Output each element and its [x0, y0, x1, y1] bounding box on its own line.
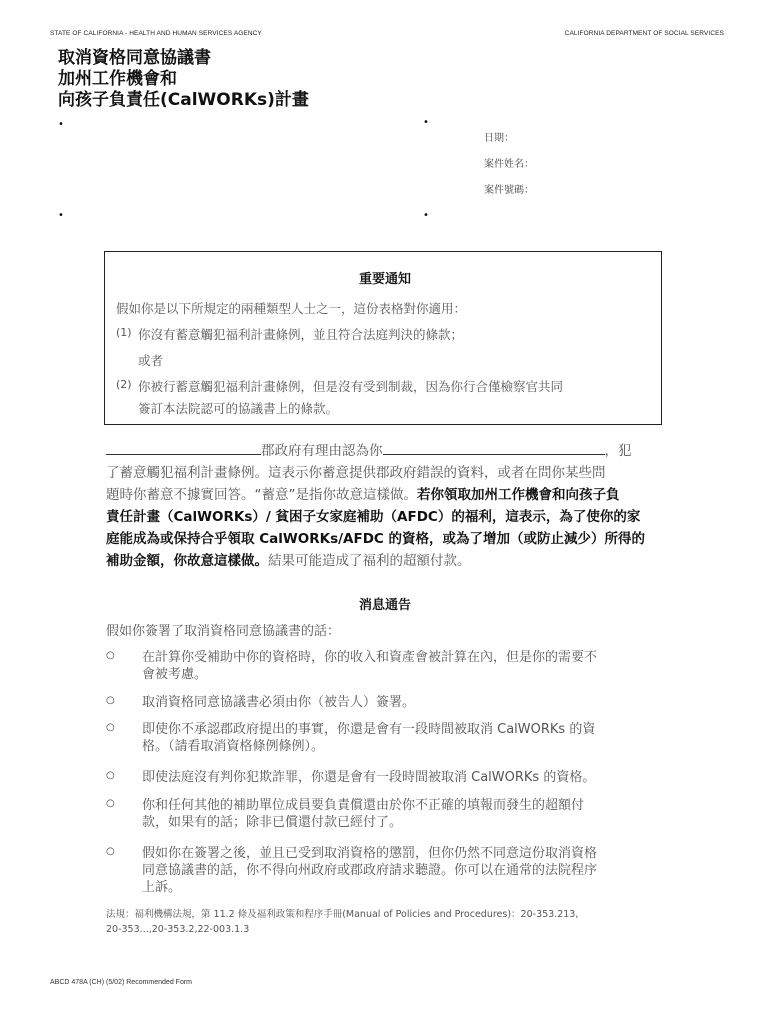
list-item-line: 即使你不承認郡政府提出的事實，你還是會有一段時間被取消 CalWORKs 的資	[142, 722, 596, 737]
legal-reference-line-2: 20-353...,20-353.2,22-003.1.3	[106, 924, 250, 935]
notice-item-2-line-2: 簽訂本法院認可的協議書上的條款。	[138, 401, 339, 416]
address-corner-bottom-left: •	[58, 210, 64, 221]
legal-reference-line-1: 法規：福利機構法規，第 11.2 條及福利政策和程序手冊(Manual of Policies and Procedures)：20-353.213,	[106, 909, 579, 920]
list-item-line: 上訴。	[142, 880, 182, 895]
form-title	[58, 48, 309, 111]
notice-item-1: 你沒有蓄意觸犯福利計畫條例，並且符合法庭判決的條款；	[138, 327, 464, 342]
county-blank[interactable]	[106, 440, 261, 455]
list-item-line: 假如你在簽署之後，並且已受到取消資格的懲罰，但你仍然不同意這份取消資格	[142, 846, 598, 861]
list-item-line: 款，如果有的話；除非已償還付款已經付了。	[142, 815, 403, 830]
notice-intro: 假如你是以下所規定的兩種類型人士之一，這份表格對你適用：	[116, 301, 467, 316]
allegation-text-2: ，犯	[604, 443, 632, 459]
agency-header: STATE OF CALIFORNIA - HEALTH AND HUMAN SERVICES AGENCY	[50, 30, 262, 37]
department-header: CALIFORNIA DEPARTMENT OF SOCIAL SERVICES	[564, 30, 724, 37]
case-name-label: 案件姓名：	[484, 159, 534, 170]
form-id: ABCD 478A (CH) (5/02) Recommended Form	[50, 979, 192, 986]
list-item-text	[142, 769, 676, 786]
list-item-line: 即使法庭沒有判你犯欺詐罪，你還是會有一段時間被取消 CalWORKs 的資格。	[142, 770, 596, 785]
circle-bullet-icon: ○	[106, 695, 115, 706]
list-item-line: 你和任何其他的補助單位成員要負責償還由於你不正確的填報而發生的超額付	[142, 798, 585, 813]
list-item-line: 同意協議書的話，你不得向州政府或郡政府請求聽證。你可以在通常的法院程序	[142, 863, 598, 878]
circle-bullet-icon: ○	[106, 846, 115, 857]
list-item-line: 取消資格同意協議書必須由你（被告人）簽署。	[142, 695, 416, 710]
allegation-line-3-bold: 若你領取加州工作機會和向孩子負	[417, 487, 620, 503]
allegation-line-5: 庭能成為或保持合乎領取 CalWORKs/AFDC 的資格，或為了增加（或防止減少）所得的	[106, 531, 646, 547]
allegation-line-3	[106, 484, 666, 506]
allegation-line-6-normal: 結果可能造成了福利的超額付款。	[268, 553, 471, 569]
list-item-text	[142, 649, 676, 683]
list-item-line: 在計算你受補助中你的資格時，你的收入和資產會被計算在內，但是你的需要不	[142, 650, 598, 665]
circle-bullet-icon: ○	[106, 770, 115, 781]
allegation-line-2: 了蓄意觸犯福利計畫條例。這表示你蓄意提供郡政府錯誤的資料，或者在問你某些問	[106, 465, 606, 481]
case-fields	[484, 126, 534, 204]
list-item-line: 格。（請看取消資格條例條例）。	[142, 739, 325, 754]
allegation-text-1: 郡政府有理由認為你	[261, 443, 383, 459]
notice-item-1-number: (1)	[116, 326, 132, 339]
date-label: 日期：	[484, 133, 514, 144]
allegation-paragraph	[106, 440, 666, 572]
form-title-line-2: 加州工作機會和	[58, 69, 177, 89]
allegation-line-6-bold: 補助金額，你故意這樣做。	[106, 553, 268, 569]
case-number-label: 案件號碼：	[484, 185, 534, 196]
circle-bullet-icon: ○	[106, 650, 115, 661]
allegation-line-6	[106, 550, 666, 572]
information-notice-title: 消息通告	[358, 598, 411, 613]
information-notice-intro: 假如你簽署了取消資格同意協議書的話：	[106, 624, 341, 639]
allegation-line-1	[106, 440, 666, 462]
notice-item-2-number: (2)	[116, 378, 132, 391]
notice-or: 或者	[138, 353, 164, 368]
list-item-text	[142, 845, 676, 896]
legal-reference	[106, 907, 686, 937]
circle-bullet-icon: ○	[106, 722, 115, 733]
list-item-text	[142, 721, 676, 755]
list-item-text	[142, 797, 676, 831]
client-name-blank[interactable]	[383, 440, 605, 455]
list-item-text	[142, 694, 676, 711]
address-corner-bottom-right: •	[423, 210, 429, 221]
important-notice-title: 重要通知	[358, 272, 411, 287]
list-item-line: 會被考慮。	[142, 667, 208, 682]
form-title-line-3: 向孩子負責任(CalWORKs)計畫	[58, 90, 309, 110]
address-corner-top-right: •	[423, 117, 429, 128]
circle-bullet-icon: ○	[106, 798, 115, 809]
notice-item-2-line-1: 你被行蓄意觸犯福利計畫條例，但是沒有受到制裁，因為你行合僅檢察官共同	[138, 379, 564, 394]
allegation-line-3-normal: 題時你蓄意不據實回答。“蓄意”是指你故意這樣做。	[106, 487, 417, 503]
allegation-line-4: 責任計畫（CalWORKs）/ 貧困子女家庭補助（AFDC）的福利，這表示，為了使你的家	[106, 509, 641, 525]
form-title-line-1: 取消資格同意協議書	[58, 48, 211, 68]
address-corner-top-left: •	[58, 119, 64, 130]
